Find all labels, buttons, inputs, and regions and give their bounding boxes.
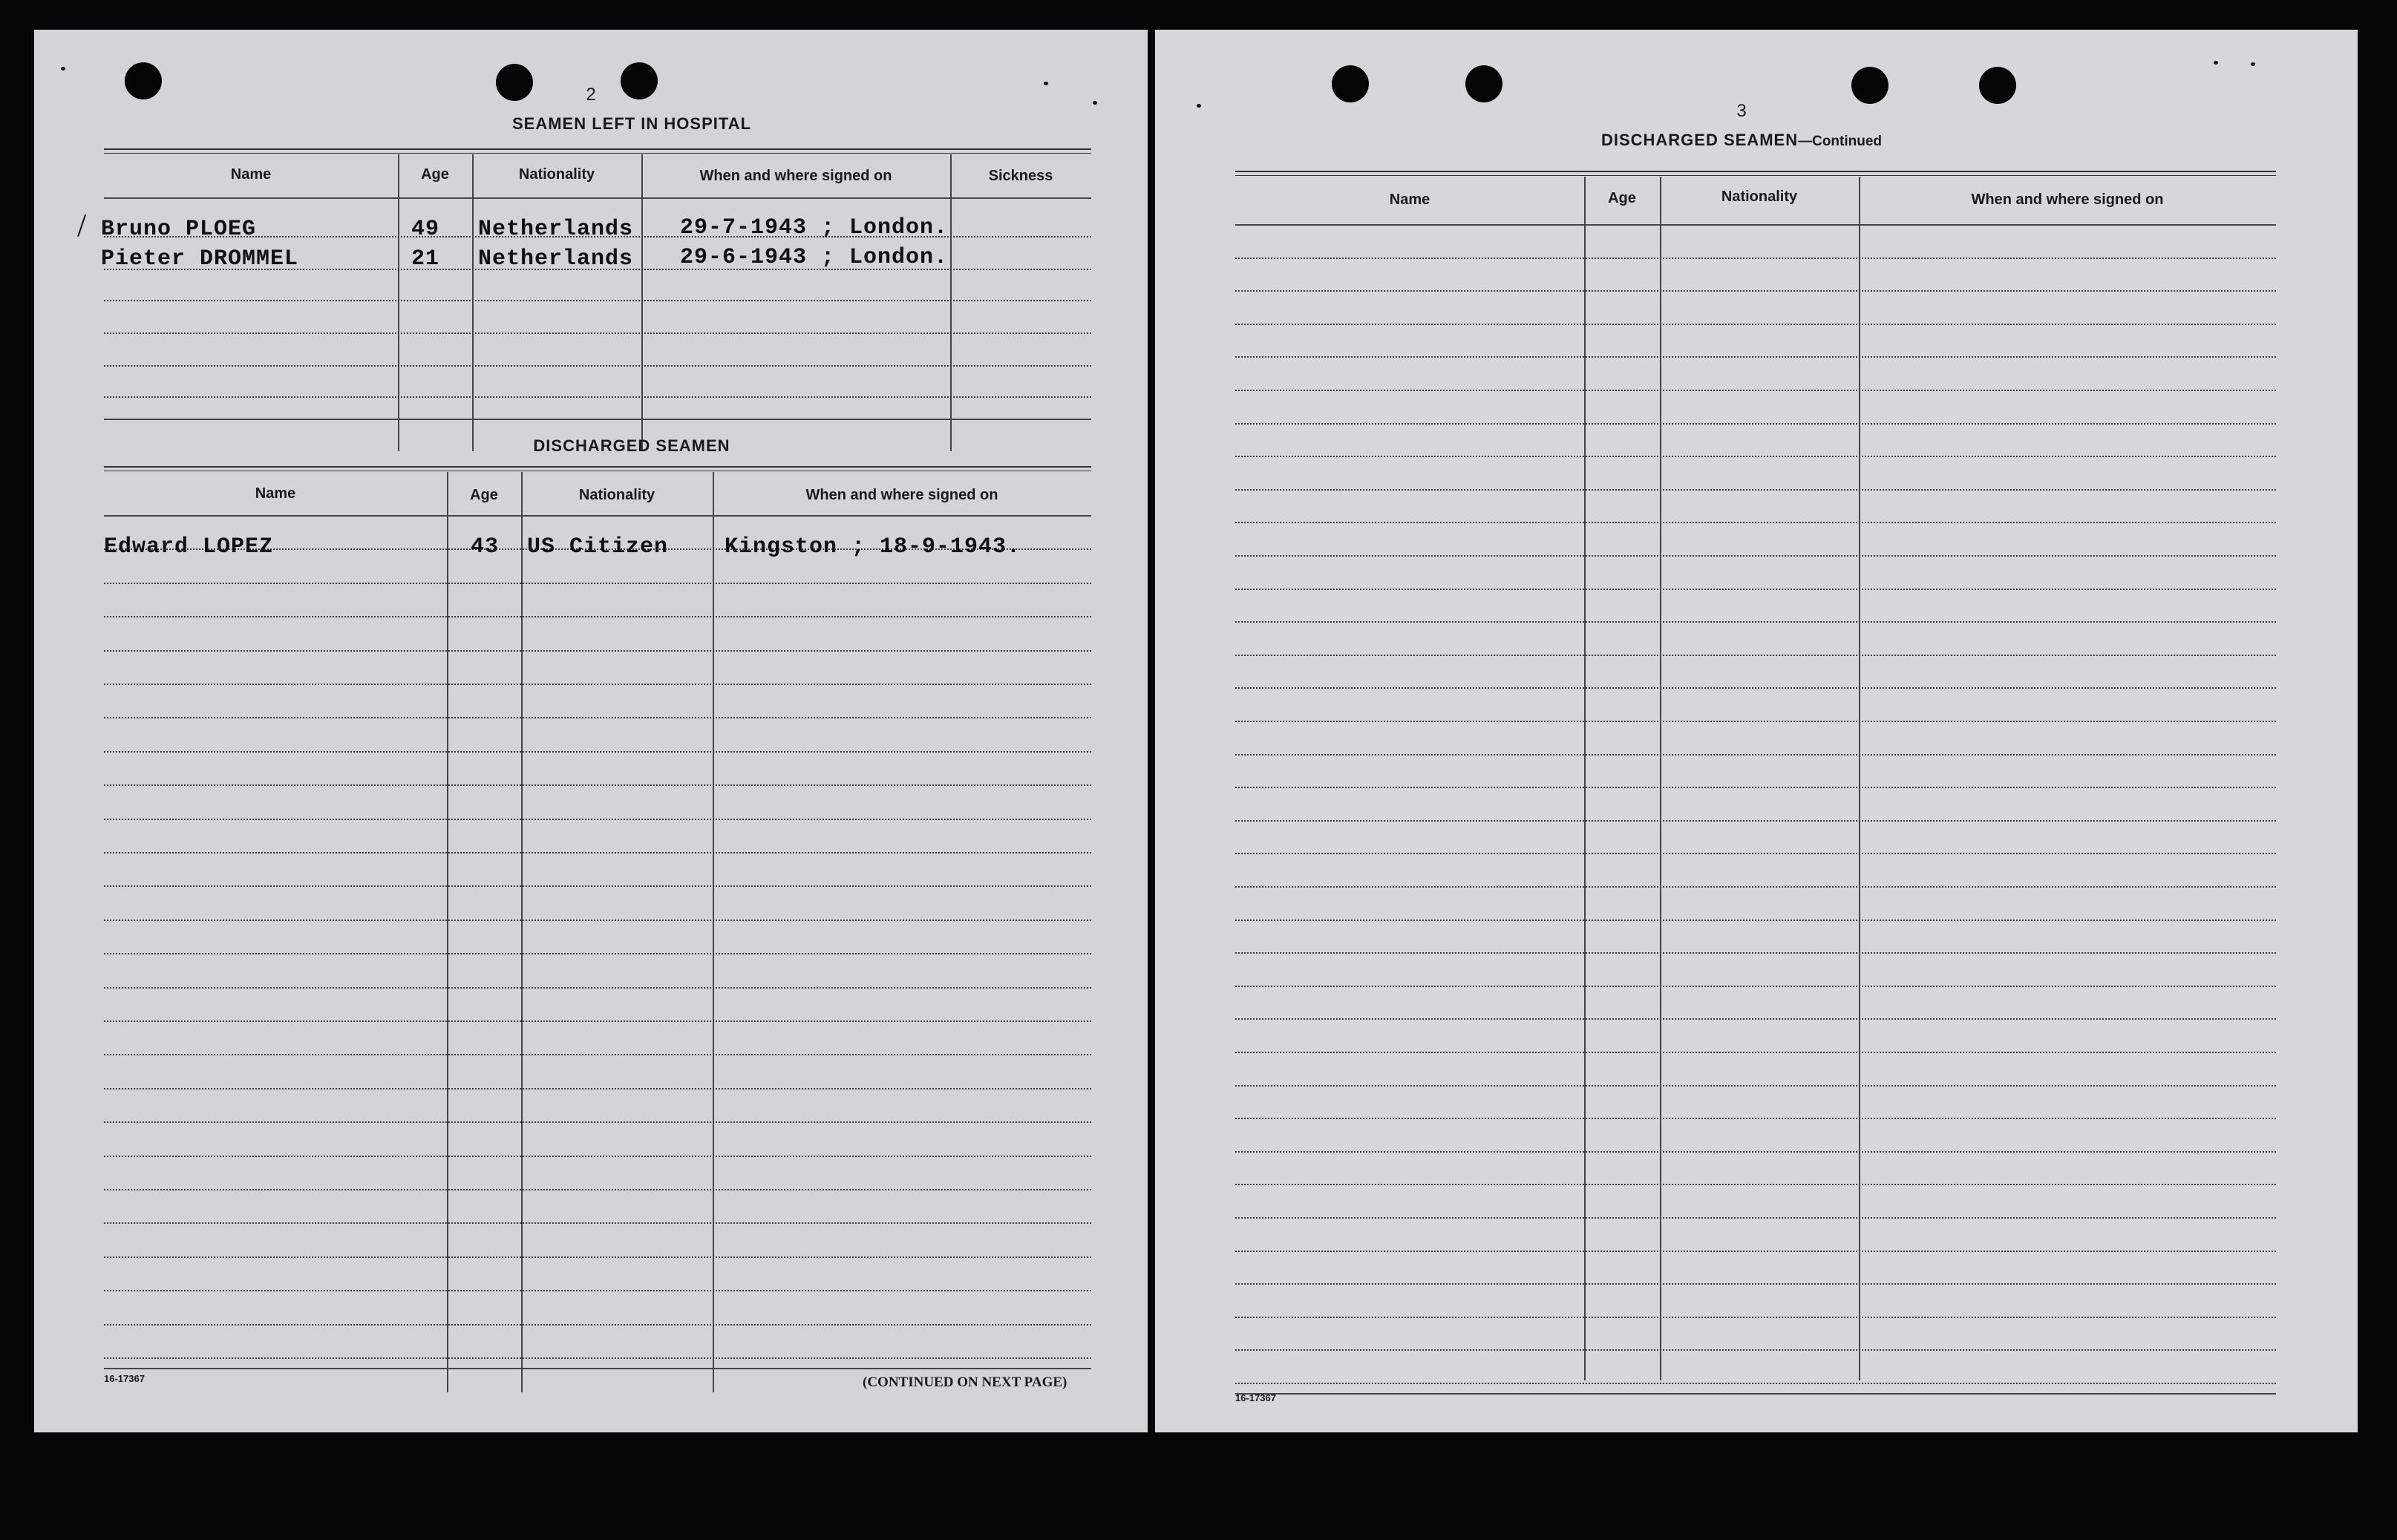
- title-text: DISCHARGED SEAMEN: [1600, 131, 1799, 149]
- punch-hole: [621, 62, 658, 99]
- check-mark: /: [77, 207, 87, 243]
- speck: [2251, 62, 2255, 66]
- ruled-line: [1235, 952, 2276, 954]
- ruled-line: [1235, 986, 2276, 987]
- discharged-row-1-name: Edward LOPEZ: [104, 534, 274, 560]
- ruled-line: [1235, 1251, 2276, 1252]
- ruled-line: [1235, 356, 2276, 358]
- punch-hole: [1332, 65, 1369, 102]
- ruled-line: [1235, 820, 2276, 822]
- hospital-row-1-signed-on: 29-7-1943 ; London.: [680, 215, 949, 240]
- column-header-name: Name: [230, 166, 272, 183]
- ruled-line: [1235, 1383, 2276, 1384]
- ruled-line: [104, 1121, 1091, 1123]
- column-header-nationality: Nationality: [518, 166, 595, 183]
- ruled-line: [1235, 1118, 2276, 1119]
- ruled-line: [1235, 1317, 2276, 1318]
- hospital-row-2-signed-on: 29-6-1943 ; London.: [680, 245, 949, 270]
- ruled-line: [104, 987, 1091, 989]
- ruled-line: [104, 515, 1091, 517]
- ruled-line: [1235, 621, 2276, 623]
- hospital-row-2-nationality: Netherlands: [478, 246, 634, 272]
- ruled-line: [1235, 1283, 2276, 1285]
- column-header-nationality: Nationality: [578, 487, 655, 503]
- ruled-line: [1235, 224, 2276, 226]
- ruled-line: [104, 953, 1091, 954]
- ruled-line: [104, 852, 1091, 853]
- ruled-line: [104, 616, 1091, 617]
- ruled-line: [104, 1256, 1091, 1258]
- discharged-continued-lines: [1235, 224, 2276, 1382]
- hospital-row-1-name: Bruno PLOEG: [101, 217, 257, 242]
- form-number: 16-17367: [1235, 1392, 1276, 1403]
- title-suffix: —Continued: [1798, 134, 1883, 149]
- hospital-row-2-name: Pieter DROMMEL: [101, 246, 299, 272]
- ruled-line: [1235, 258, 2276, 259]
- ruled-line: [1235, 1217, 2276, 1219]
- column-header-sickness: Sickness: [988, 168, 1053, 184]
- ruled-line: [1235, 589, 2276, 590]
- punch-hole: [1979, 67, 2016, 104]
- discharged-row-1-age: 43: [471, 534, 500, 560]
- ruled-line: [1235, 886, 2276, 888]
- column-header-age: Age: [421, 166, 449, 183]
- table-top-rule: [104, 148, 1091, 150]
- ruled-line: [104, 1357, 1091, 1359]
- ruled-line: [104, 1088, 1091, 1090]
- form-number: 16-17367: [104, 1373, 145, 1384]
- ruled-line: [104, 684, 1091, 685]
- speck: [1093, 101, 1097, 105]
- continued-note: (CONTINUED ON NEXT PAGE): [863, 1374, 1067, 1390]
- ruled-line: [104, 751, 1091, 753]
- punch-hole: [1851, 67, 1889, 104]
- column-header-age: Age: [470, 487, 498, 503]
- ruled-line: [1235, 754, 2276, 756]
- ruled-line: [104, 583, 1091, 584]
- ruled-line: [104, 1324, 1091, 1326]
- ruled-line: [104, 1290, 1091, 1291]
- column-header-nationality: Nationality: [1721, 189, 1798, 205]
- ruled-line: [1235, 655, 2276, 656]
- page-number: 3: [1736, 101, 1747, 121]
- speck: [1044, 82, 1048, 85]
- ruled-line: [1235, 1052, 2276, 1053]
- ruled-line: [1235, 522, 2276, 523]
- ruled-line: [1235, 1018, 2276, 1020]
- speck: [2214, 61, 2218, 65]
- table-top-rule: [104, 466, 1091, 468]
- ruled-line: [104, 1054, 1091, 1055]
- ruled-line: [1235, 456, 2276, 457]
- punch-hole: [1465, 65, 1502, 102]
- ruled-line: [104, 885, 1091, 887]
- ruled-line: [104, 920, 1091, 921]
- ruled-line: [1235, 853, 2276, 854]
- discharged-row-1-signed-on: Kingston ; 18-9-1943.: [725, 534, 1021, 560]
- column-header-age: Age: [1608, 190, 1636, 206]
- ruled-line: [104, 717, 1091, 718]
- ruled-line: [1235, 687, 2276, 689]
- discharged-title: DISCHARGED SEAMEN: [533, 436, 730, 455]
- hospital-row-1-age: 49: [411, 217, 440, 242]
- ruled-line: [1235, 489, 2276, 491]
- right-page: [1155, 30, 2358, 1432]
- column-header-signed-on: When and where signed on: [1971, 191, 2164, 208]
- ruled-line: [1235, 1151, 2276, 1153]
- discharged-lines: [104, 515, 1091, 1398]
- punch-hole: [125, 62, 162, 99]
- punch-hole: [496, 64, 533, 101]
- page-number: 2: [586, 85, 596, 105]
- hospital-row-2-age: 21: [411, 246, 440, 272]
- ruled-line: [1235, 787, 2276, 788]
- ruled-line: [104, 1222, 1091, 1224]
- ruled-line: [1235, 1184, 2276, 1185]
- table-top-rule: [104, 153, 1091, 154]
- ruled-line: [1235, 721, 2276, 722]
- ruled-line: [104, 650, 1091, 652]
- ruled-line: [104, 1156, 1091, 1157]
- ruled-line: [1235, 390, 2276, 391]
- left-page: [34, 30, 1148, 1432]
- speck: [61, 67, 65, 71]
- column-header-signed-on: When and where signed on: [805, 487, 998, 503]
- discharged-row-1-nationality: US Citizen: [527, 534, 669, 560]
- ruled-line: [1235, 1085, 2276, 1087]
- ruled-line: [104, 1189, 1091, 1190]
- discharged-continued-title: [1519, 131, 1964, 150]
- ruled-line: [104, 1020, 1091, 1022]
- ruled-line: [1235, 423, 2276, 425]
- ruled-line: [1235, 920, 2276, 921]
- table-top-rule: [1235, 175, 2276, 176]
- hospital-row-1-nationality: Netherlands: [478, 217, 634, 242]
- ruled-line: [104, 1368, 1091, 1369]
- hospital-title: SEAMEN LEFT IN HOSPITAL: [511, 114, 752, 133]
- ruled-line: [104, 784, 1091, 786]
- ruled-line: [1235, 1393, 2276, 1395]
- ruled-line: [1235, 555, 2276, 557]
- ruled-line: [1235, 324, 2276, 325]
- column-header-name: Name: [255, 485, 296, 502]
- ruled-line: [104, 819, 1091, 820]
- ruled-line: [1235, 1349, 2276, 1351]
- speck: [1197, 104, 1201, 108]
- ruled-line: [1235, 290, 2276, 292]
- column-header-name: Name: [1389, 191, 1430, 208]
- table-top-rule: [1235, 171, 2276, 172]
- column-header-signed-on: When and where signed on: [699, 168, 892, 184]
